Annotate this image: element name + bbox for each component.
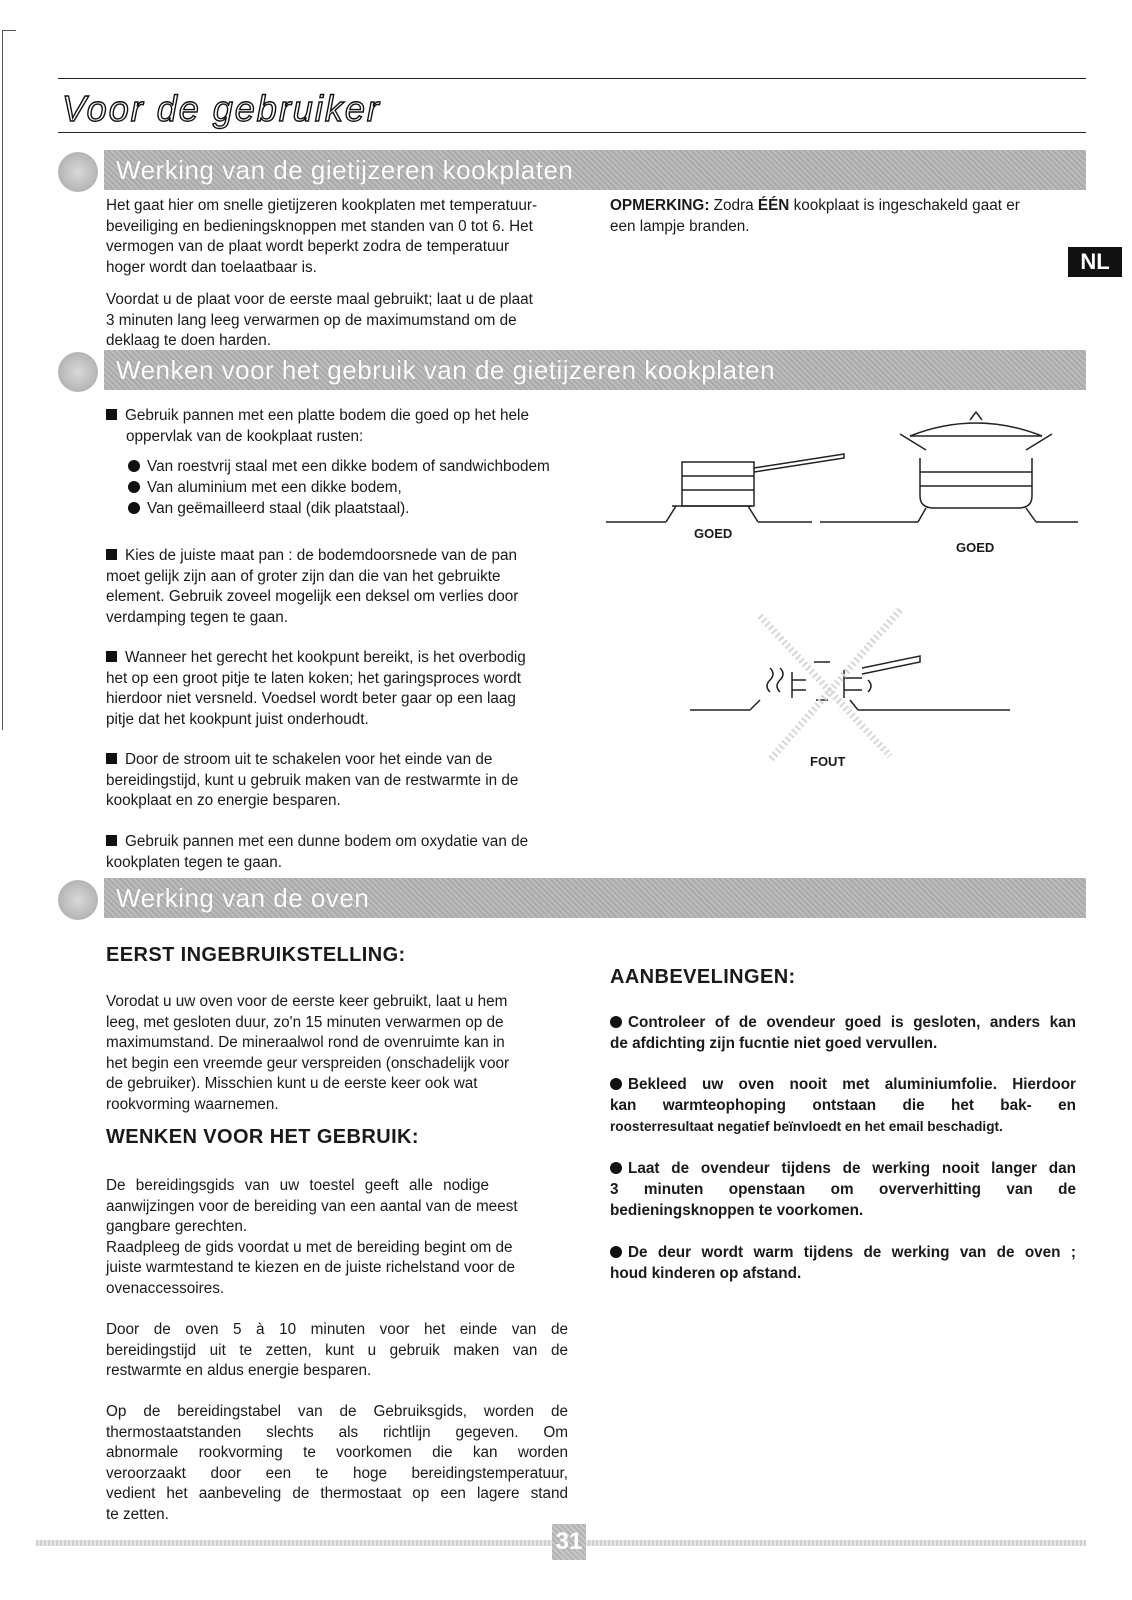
text-line: het op een groot pitje te laten koken; het garingsproces wordt: [106, 669, 521, 687]
bullet-icon: [610, 1016, 622, 1028]
wrong-pan-illustration: [690, 656, 1010, 710]
language-badge: NL: [1068, 247, 1122, 277]
recommendation-item: Laat de ovendeur tijdens de werking nooit langer dan 3 minuten openstaan om oververhitting van de bedieningsknoppen te voorkomen.: [610, 1160, 1076, 1219]
text-line: ovenaccessoires.: [106, 1279, 225, 1297]
recommendation-item: Controleer of de ovendeur goed is gesloten, anders kan de afdichting zijn fucntie niet goed vervullen.: [610, 1014, 1076, 1052]
text-line: Op de bereidingstabel van de Gebruiksgids, worden de: [106, 1403, 568, 1420]
recommendation-item: De deur wordt warm tijdens de werking van de oven ; houd kinderen op afstand.: [610, 1244, 1076, 1282]
text-line: juiste warmtestand te kiezen en de juiste richelstand voor de: [106, 1259, 515, 1276]
bullet-icon: [610, 1162, 622, 1174]
text-line: veroorzaakt door een te hoge bereidingstemperatuur,: [106, 1464, 568, 1482]
thin-pan-tip: [106, 832, 584, 873]
section-dot-icon: [58, 880, 98, 920]
list-item: Van geëmailleerd staal (dik plaatstaal).: [128, 498, 409, 519]
text-line: Gebruik pannen met een dunne bodem om oxydatie van de: [106, 832, 584, 853]
text-line: hoger wordt dan toelaatbaar is.: [106, 258, 317, 276]
bullet-icon: [610, 1078, 622, 1090]
first-use-text: [106, 992, 568, 1115]
page-title: Voor de gebruiker: [62, 88, 381, 129]
text-line: leeg, met gesloten duur, zo'n 15 minuten verwarmen op de: [106, 1013, 504, 1031]
first-use-heading: EERST INGEBRUIKSTELLING:: [106, 944, 406, 966]
text-line: oppervlak van de kookplaat rusten:: [126, 427, 364, 445]
text-line: moet gelijk zijn aan of groter zijn dan die van het gebruikte: [106, 567, 501, 585]
text-line: aanwijzingen voor de bereiding van een aantal van de meest: [106, 1197, 518, 1215]
usage-tips-heading: WENKEN VOOR HET GEBRUIK:: [106, 1126, 419, 1148]
text-line: 3 minuten lang leeg verwarmen op de maximumstand om de: [106, 311, 517, 329]
text-line: Door de oven 5 à 10 minuten voor het einde van de: [106, 1321, 568, 1338]
pan-size-tip: [106, 546, 584, 628]
wrong-label: FOUT: [810, 754, 846, 769]
margin-line: [2, 30, 3, 730]
text-line: maximumstand. De mineraalwol rond de ovenruimte kan in: [106, 1034, 505, 1051]
text-line: Kies de juiste maat pan : de bodemdoorsnede van de pan: [106, 546, 584, 567]
note-label: OPMERKING:: [610, 197, 710, 214]
residual-heat-tip: [106, 750, 584, 812]
cooktops-intro: [106, 196, 568, 278]
recommendations-heading: AANBEVELINGEN:: [610, 966, 796, 988]
text-line: de gebruiker). Misschien kunt u de eerste keer ook wat: [106, 1075, 478, 1092]
good-saucepan-illustration: [606, 454, 844, 522]
bullet-icon: [128, 481, 140, 493]
text-line: element. Gebruik zoveel mogelijk een deksel om verlies door: [106, 588, 519, 605]
text-line: kan warmteophoping ontstaan die het bak- en: [610, 1097, 1076, 1114]
section-dot-icon: [58, 352, 98, 392]
bullet-icon: [128, 502, 140, 514]
usage-tips-text: [106, 1176, 568, 1299]
list-item: Van aluminium met een dikke bodem,: [128, 477, 402, 498]
good-pot-illustration: [820, 412, 1078, 522]
pan-advice: [106, 406, 584, 447]
text-line: Het gaat hier om snelle gietijzeren kookplaten met temperatuur-: [106, 197, 538, 214]
cooktops-note: [610, 196, 1088, 237]
cooktops-first-use: [106, 290, 568, 352]
text-line: deklaag te doen harden.: [106, 332, 272, 349]
text-line: vermogen van de plaat wordt beperkt zodra de temperatuur: [106, 238, 510, 255]
text-line: 3 minuten openstaan om oververhitting van de: [610, 1181, 1076, 1198]
text-line: verdamping tegen te gaan.: [106, 608, 288, 626]
text-line: bereidingstijd, kunt u gebruik maken van de restwarmte in de: [106, 771, 519, 789]
text-line: kookplaten tegen te gaan.: [106, 853, 283, 871]
text-line: Raadpleeg de gids voordat u met de bereiding begint om de: [106, 1238, 513, 1256]
text-line: hierdoor niet versneld. Voedsel wordt beter gaar op een laag: [106, 690, 516, 707]
boiling-tip: [106, 648, 584, 730]
note-text: een lampje branden.: [610, 217, 750, 235]
note-text: Zodra: [709, 197, 758, 214]
text-line: abnormale rookvorming te voorkomen die kan worden: [106, 1444, 568, 1461]
text-line: rookvorming waarnemen.: [106, 1095, 279, 1113]
text-line: beveiliging en bedieningsknoppen met standen van 0 tot 6. Het: [106, 217, 533, 235]
text-line: thermostaatstanden slechts als richtlijn gegeven. Om: [106, 1423, 568, 1441]
good-label: GOED: [956, 540, 995, 555]
text-line: pitje dat het kookpunt juist onderhoudt.: [106, 710, 369, 728]
text-line: houd kinderen op afstand.: [610, 1265, 802, 1282]
good-label: GOED: [694, 526, 733, 541]
text-line: Door de stroom uit te schakelen voor het einde van de: [106, 750, 584, 771]
text-line: De bereidingsgids van uw toestel geeft alle nodige: [106, 1177, 490, 1194]
section-dot-icon: [58, 152, 98, 192]
list-item: Van roestvrij staal met een dikke bodem of sandwichbodem: [128, 456, 550, 477]
pan-diagram: [600, 410, 1080, 790]
text-line: Vorodat u uw oven voor de eerste keer gebruikt, laat u hem: [106, 993, 508, 1010]
note-text: kookplaat is ingeschakeld gaat er: [789, 197, 1020, 214]
oven-residual-heat: [106, 1320, 568, 1382]
warning-cross-marks: [760, 610, 900, 760]
text-line: vedient het aanbeveling de thermostaat op een lagere stand: [106, 1485, 568, 1502]
text-line: het begin een vreemde geur verspreiden (onschadelijk voor: [106, 1054, 510, 1072]
section-heading-tips-cooktops: Wenken voor het gebruik van de gietijzeren kookplaten: [104, 350, 1086, 390]
page-number: 31: [552, 1524, 586, 1560]
text-line: de afdichting zijn fucntie niet goed vervullen.: [610, 1035, 938, 1052]
bullet-icon: [128, 460, 140, 472]
text-line: bedieningsknoppen te voorkomen.: [610, 1202, 864, 1219]
title-top-rule: [58, 78, 1086, 79]
margin-tick: [2, 30, 16, 31]
title-bottom-rule: [58, 132, 1086, 133]
note-emphasis: ÉÉN: [757, 197, 790, 214]
text-line: roosterresultaat negatief beïnvloedt en het email beschadigt.: [610, 1119, 1003, 1134]
text-line: gangbare gerechten.: [106, 1218, 248, 1235]
text-line: Gebruik pannen met een platte bodem die goed op het hele: [125, 407, 529, 424]
section-heading-oven: Werking van de oven: [104, 878, 1086, 918]
recommendation-item: Bekleed uw oven nooit met aluminiumfolie. Hierdoor kan warmteophoping ontstaan die het bak- en roosterresultaat negatief beïnvloedt en het email beschadigt.: [610, 1074, 1076, 1137]
thermostat-advice: [106, 1402, 568, 1525]
section-heading-cooktops: Werking van de gietijzeren kookplaten: [104, 150, 1086, 190]
text-line: Voordat u de plaat voor de eerste maal gebruikt; laat u de plaat: [106, 291, 533, 308]
text-line: kookplaat en zo energie besparen.: [106, 792, 341, 809]
text-line: bereidingstijd uit te zetten, kunt u gebruik maken van de: [106, 1341, 568, 1359]
bullet-icon: [610, 1246, 622, 1258]
text-line: te zetten.: [106, 1505, 169, 1523]
text-line: Wanneer het gerecht het kookpunt bereikt, is het overbodig: [106, 648, 584, 669]
text-line: restwarmte en aldus energie besparen.: [106, 1362, 372, 1379]
